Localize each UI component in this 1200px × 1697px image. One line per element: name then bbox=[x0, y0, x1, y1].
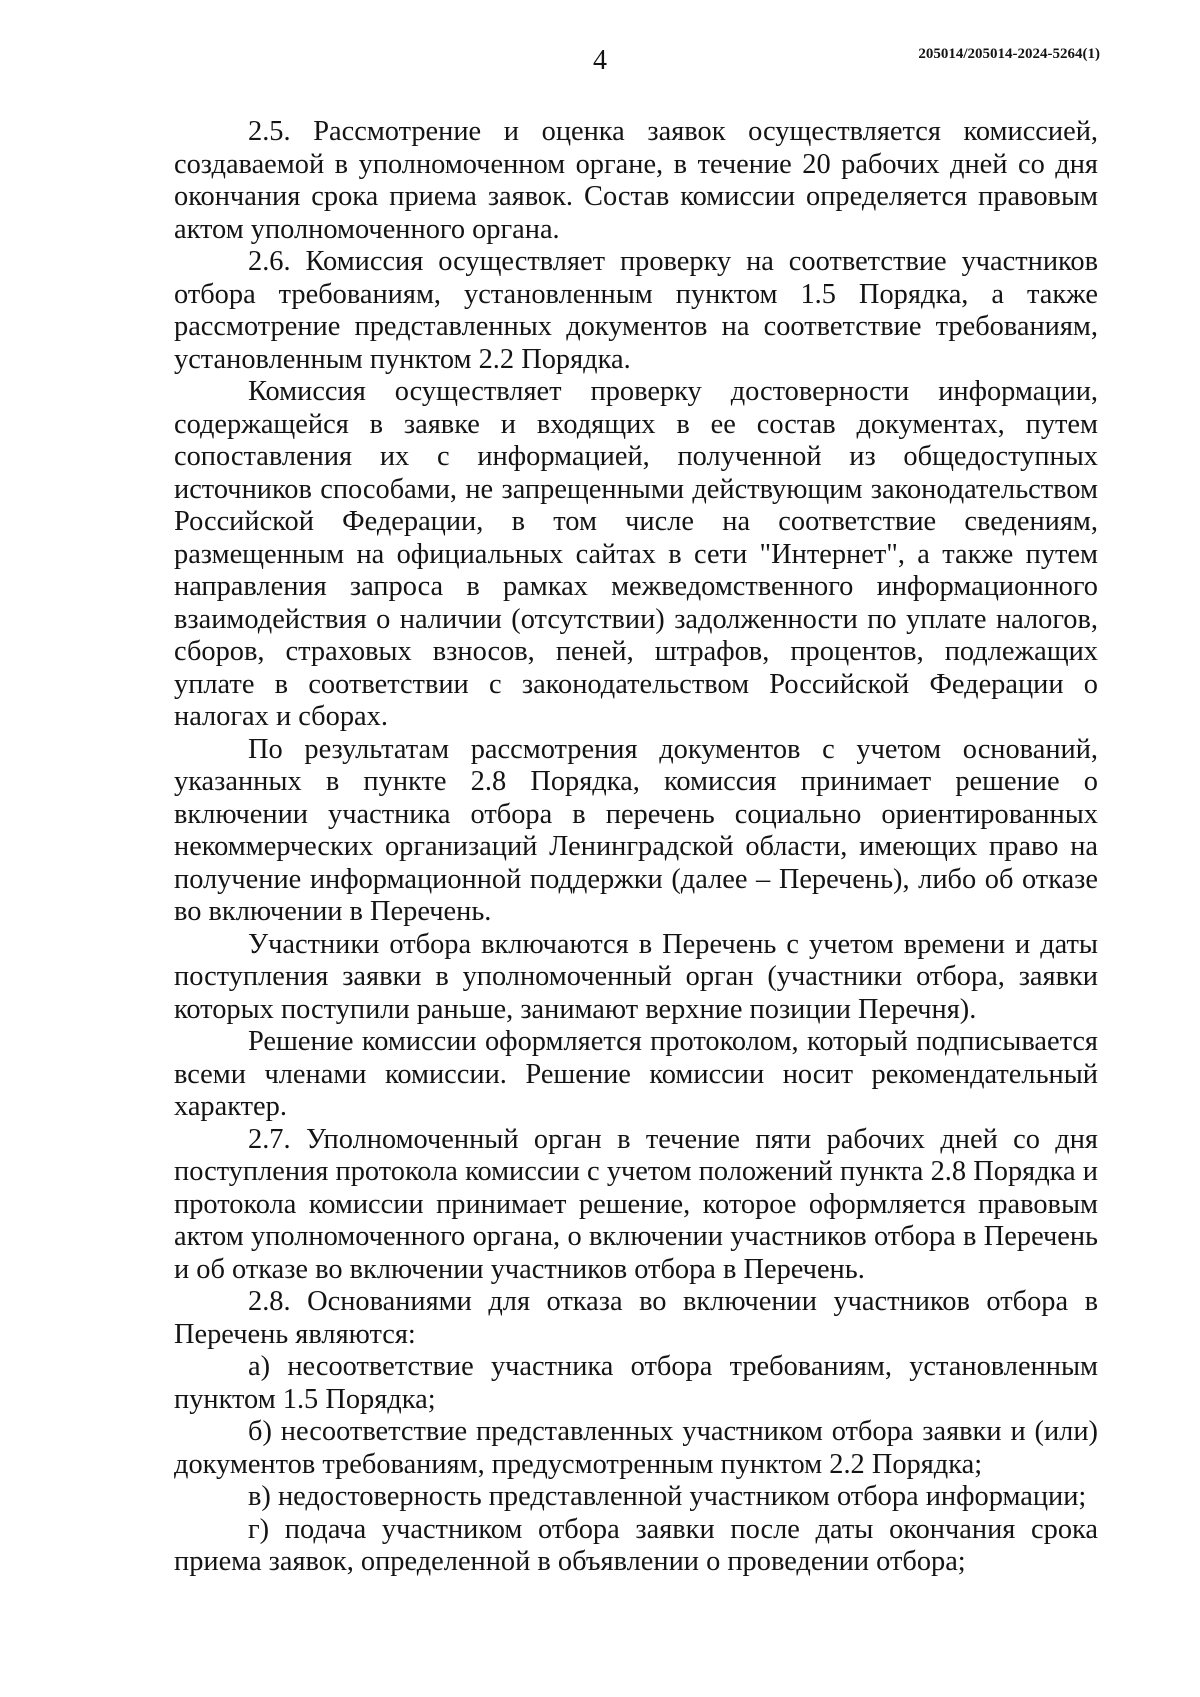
paragraph-results: По результатам рассмотрения документов с учетом оснований, указанных в пункте 2.8 Порядка, комиссия принимает решение о включении участника отбора в перечень социально ориентированных некоммерческих организаций Ленинградской области, имеющих право на получение информационной поддержки (далее – Перечень), либо об отказе во включении в Перечень. bbox=[174, 733, 1098, 927]
paragraph-verification: Комиссия осуществляет проверку достоверности информации, содержащейся в заявке и входящих в ее состав документах, путем сопоставления их с информацией, полученной из общедоступных источников способами, не запрещенными действующим законодательством Российской Федерации, в том числе на соответствие сведениям, размещенным на официальных сайтах в сети "Интернет", а также путем направления запроса в рамках межведомственного информационного взаимодействия о наличии (отсутствии) задолженности по уплате налогов, сборов, страховых взносов, пеней, штрафов, процентов, подлежащих уплате в соответствии с законодательством Российской Федерации о налогах и сборах. bbox=[174, 376, 1098, 732]
paragraph-2-5: 2.5. Рассмотрение и оценка заявок осуществляется комиссией, создаваемой в уполномоченном органе, в течение 20 рабочих дней со дня окончания срока приема заявок. Состав комиссии определяется правовым актом уполномоченного органа. bbox=[174, 116, 1098, 245]
list-item-g: г) подача участником отбора заявки после даты окончания срока приема заявок, определенной в объявлении о проведении отбора; bbox=[174, 1513, 1098, 1577]
paragraph-2-7: 2.7. Уполномоченный орган в течение пяти рабочих дней со дня поступления протокола комиссии с учетом положений пункта 2.8 Порядка и протокола комиссии принимает решение, которое оформляется правовым актом уполномоченного органа, о включении участников отбора в Перечень и об отказе во включении участников отбора в Перечень. bbox=[174, 1123, 1098, 1285]
paragraph-decision: Решение комиссии оформляется протоколом, который подписывается всеми членами комиссии. Решение комиссии носит рекомендательный характер. bbox=[174, 1026, 1098, 1122]
list-item-v: в) недостоверность представленной участником отбора информации; bbox=[248, 1481, 1087, 1512]
paragraph-2-8: 2.8. Основаниями для отказа во включении участников отбора в Перечень являются: bbox=[174, 1286, 1098, 1350]
list-item-b: б) несоответствие представленных участником отбора заявки и (или) документов требованиям, предусмотренным пунктом 2.2 Порядка; bbox=[174, 1416, 1098, 1480]
document-body bbox=[174, 116, 1098, 1579]
document-code: 205014/205014-2024-5264(1) bbox=[918, 46, 1100, 62]
page-number: 4 bbox=[593, 45, 607, 76]
paragraph-2-6: 2.6. Комиссия осуществляет проверку на соответствие участников отбора требованиям, установленным пунктом 1.5 Порядка, а также рассмотрение представленных документов на соответствие требованиям, установленным пунктом 2.2 Порядка. bbox=[174, 246, 1098, 375]
paragraph-order: Участники отбора включаются в Перечень с учетом времени и даты поступления заявки в уполномоченный орган (участники отбора, заявки которых поступили раньше, занимают верхние позиции Перечня). bbox=[174, 928, 1098, 1025]
list-item-a: а) несоответствие участника отбора требованиям, установленным пунктом 1.5 Порядка; bbox=[174, 1351, 1098, 1415]
